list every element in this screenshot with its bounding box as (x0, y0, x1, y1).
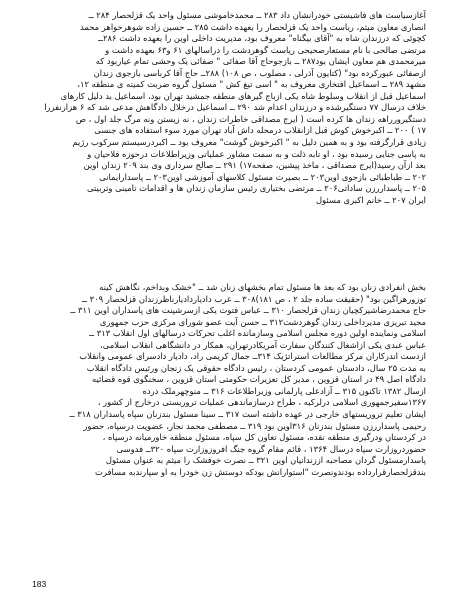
text-line: توزورهراگین بود" (حقیقت ساده جلد ۲ ، ص ۱۸۱)۳۰۸ ــ عرب دادیاردادیارناظرزندان قزلحصار ۳۰۹ ــ (82, 293, 426, 304)
text-line: اسلامی ونماینده اولین دوره مجلس اسلامی وسازمانده اغلب تحرکات درسالهای اول انقلاب ۳۱۳ ــ (89, 328, 426, 339)
text-line: ۲۰۵ ــ پاسداررزن ساداتی۲۰۶ ــ مرتضی بختیاری رئیس سازمان زندان ها و اقدامات تامینی وتربیتی (87, 183, 426, 194)
text-line: به مدت ۲۵ سال، دادستان عمومی کردستان ، رئیس دادگاه حقوقی یک زنجان ورئیس دادگاه انقلاب (86, 362, 426, 373)
text-line: ازدست اندرکاران مرکز مطالعات استراتژیک ۳۱۴ــ جمال کریمی راد، دادیار دادسرای عمومی وانقلاب (79, 351, 426, 362)
text-line: آغازسیاست های فاشیستی خودرانشان داد ۲۸۳ ــ محمدخاموشی مسئول واحد یک قزلحصار ۲۸۴ ــ (88, 10, 426, 20)
paragraph-1 (34, 10, 426, 206)
text-line: ۱۳۶۷سفیرجمهوری اسلامی درلرکیه ، طراح درسازماندهی عملیات تروریستی درخارج از کشور ، (97, 397, 426, 408)
text-line: انصاری معاون میثم، ریاست واحد یک قزلحصار را بعهده داشت ۲۸۵ ــ حسین زاده شوهرخواهر محمد (80, 21, 426, 32)
text-line: مشهد ۲۸۹ ــ اسماعیل افتخاری معروف به " اسی تیغ کش " مسئول گروه ضربت کمیته ی منطقه ۱۲، (77, 79, 426, 90)
text-line: ایشان تعلیم تروریستهای خارجی در عهده داشته است ۳۱۷ ــ سینا مسئول بندزنان سپاه پاسداران ۳۱۸ ــ (69, 409, 426, 420)
text-line: مجید تبریزی مدیرداخلی زندان گوهردشت۳۱۲ ــ حسن آیت عضو شورای مرکزی حزب جمهوری (99, 316, 426, 327)
text-line: زیادی قرارگرفته بود و به همین دلیل به " اکبرخوش گوشت" معروف بود ــ اکبردرسیستم سرکوب رژیم (72, 137, 426, 148)
paragraph-2 (34, 282, 426, 478)
text-line: در کردستان ودرگیری منطقه نقده، مسئول تعاون کل سپاه، مسئول منطقه خاورمیانه درسپاه ، (102, 432, 426, 443)
text-line: دادگاه اصل ۴۹ در استان قزوین ، مدیر کل تعزیرات حکومتی استان قزوین ، سخنگوی قوه قضائیه (92, 374, 426, 385)
text-line: حضوردروزارت سپاه درسال ۱۳۶۴ ، قائم مقام گروه جنگ افروزوزارت سپاه ۳۲۰ــ فدوسی (116, 443, 426, 454)
text-line: ایران ۲۰۷ ــ خانم اکبری مسئول (315, 194, 426, 205)
text-line: به پاسی جنایی رسیده بود ، او تابه ذلت و به سمت مشاور عملیاتی وزیراطلاعات درحوزه فلاحیان و (87, 148, 426, 159)
text-line: بعد ازآن رسید(ایرج مصداقی ، ماخذ پیشین، صفحه۱۷) ۲۹۱ ــ صالح سرداری وی بند ۲۰۹ زندان اوین (83, 160, 426, 171)
text-line: رحیمی پاسداررزن مسئول بندزنان ۳۱۶اوین بود ۳۱۹ ــ مصطفی محمد نجار، عضویت درسپاه، حضور (83, 420, 426, 431)
text-line: عباس عبدی یکی ازاشغال کنندگان سفارت آمریکادرتهران، همکار در دانشگاهی انقلاب اسلامی، (100, 339, 426, 350)
page-number: 183 (32, 579, 47, 589)
text-line: خلاف درسال ۷۷ دستگیرشده و درزندان اعدام شد ۲۹۰ ــ اسماعیل درخلال دادگاهش مدعی شد که ۶ هزارنفررا (44, 102, 426, 113)
text-line: ازسال ۱۳۸۲ تاکنون ۳۱۵ ــ آزادعلی پارلمانی وزیراطلاعات ۳۱۶ ــ منوچهرملک درده (142, 385, 426, 396)
text-line: بندقزلحصارقرارداده بودندونصرت "استوارانش بودکه دوستش زن خودرا به او سپارندبه مسافرت (94, 466, 426, 477)
text-line: دستگیرورراهه زندان ها کرده است ( ایرج مصداقی خاطرات زندان ، نه زیستن ونه مرگ جلد اول ، ص (75, 113, 426, 124)
text-line: ۱۷ ) ۲۰۰ ــ اکبرخوش کوش قبل ازانقلاب درمحله داش آباد تهران مورد سوء استفاده های جنسی (94, 125, 426, 136)
text-line: ۲۰۲ ــ طباطبائی بازجوی اوین۲۰۳ ــ بصیرت مسئول کلاسهای آموزشی اوین۲۰۳ ــ پاسدارایمانی (99, 171, 426, 182)
text-line: مرتضی صالحی با نام مستعارصحیحی ریاست گوهردشت را دراسالهای ۶۱ و۶۳ بعهده داشت و (105, 44, 426, 55)
text-line: حاج محمدرضاشیرکچیان زندان قزلحصار ۳۱۰ ــ عباس فتوت یکی ازسرشپنت های پاسداران اوین ۳۱۱ ــ (70, 305, 426, 316)
text-line: بخش انفرادی زنان بود که بعد ها مسئول تمام بخشهای زنان شد ــ "خشک وبداخم، نگاهش کینه (99, 282, 426, 292)
text-line: پاسدارمسئول گردان مصاحبه اززندانیان اوین ۳۲۱ ــ نصرت خوفشک را میثم به عنوان مسئول (105, 455, 426, 466)
text-line: ازصفائی عبورکرده بود" (کتایون آذرلی ، مصلوب ، ص ۱۰۸) ۲۸۸ــ حاج آقا کرباسی بازجوی زندان (93, 67, 426, 78)
text-line: کچوئی که درزندان شاه به "آقای بیگناه" معروف بود، مدیریت داخلی اوین را بعهده داشت ۲۸۶ــ (98, 33, 426, 44)
text-line: اسماعیل قبل از انقلاب وسلوط شاه یکی ازباج گیرهای منطقه جمشید تهران بود، اسماعیل بد دلیل کارهای (60, 90, 426, 101)
text-line: میرمحمدی هم معاون ایشان بود۲۸۷ ــ بازجوحاج آقا صفائی " صفائی یک وحشی تمام عیاربود که (95, 56, 426, 67)
